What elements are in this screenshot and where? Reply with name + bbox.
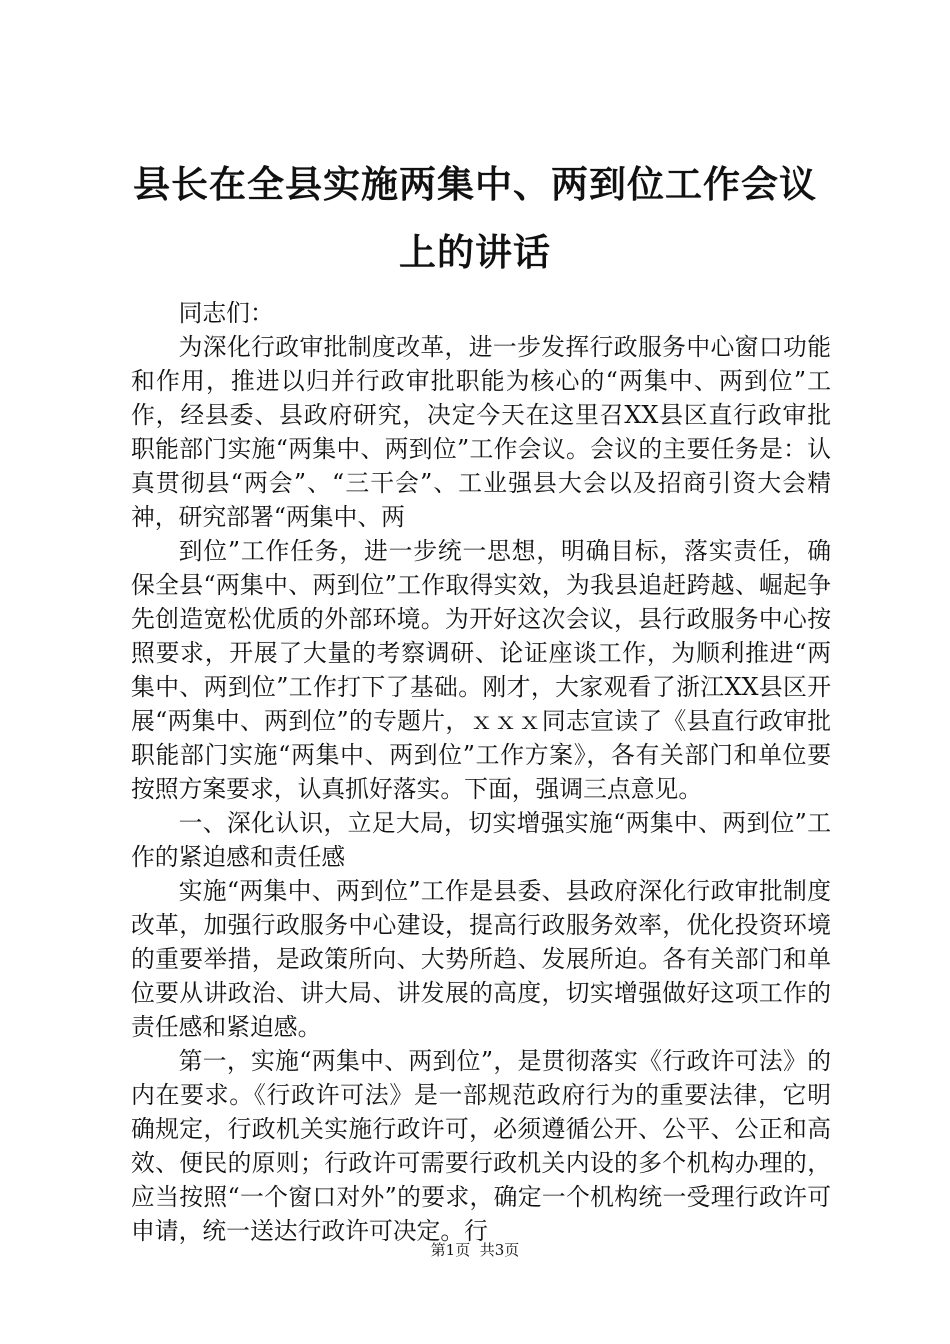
page-number: 第1页 <box>430 1241 471 1259</box>
page-footer <box>0 1240 950 1260</box>
footer-spacer <box>470 1241 480 1259</box>
intro-paragraph: 为深化行政审批制度改革，进一步发挥行政服务中心窗口功能和作用，推进以归并行政审批职能为核心的“两集中、两到位”工作，经县委、县政府研究，决定今天在这里召XX县区直行政审批职能部门实施“两集中、两到位”工作会议。会议的主要任务是：认真贯彻县“两会”、“三干会”、工业强县大会以及招商引资大会精神，研究部署“两集中、两 <box>131 333 831 531</box>
meeting-background-paragraph: 到位”工作任务，进一步统一思想，明确目标，落实责任，确保全县“两集中、两到位”工作取得实效，为我县追赶跨越、崛起争先创造宽松优质的外部环境。为开好这次会议，县行政服务中心按照要求，开展了大量的考察调研、论证座谈工作，为顺利推进“两集中、两到位”工作打下了基础。刚才，大家观看了浙江XX县区开展“两集中、两到位”的专题片，ｘｘｘ同志宣读了《县直行政审批职能部门实施“两集中、两到位”工作方案》，各有关部门和单位要按照方案要求，认真抓好落实。下面，强调三点意见。 <box>131 537 831 803</box>
point-one-paragraph: 第一，实施“两集中、两到位”，是贯彻落实《行政许可法》的内在要求。《行政许可法》是一部规范政府行为的重要法律，它明确规定，行政机关实施行政许可，必须遵循公开、公平、公正和高效、便民的原则；行政许可需要行政机关内设的多个机构办理的，应当按照“一个窗口对外”的要求，确定一个机构统一受理行政许可申请，统一送达行政许可决定。行 <box>131 1047 831 1245</box>
section-one-paragraph: 实施“两集中、两到位”工作是县委、县政府深化行政审批制度改革，加强行政服务中心建设，提高行政服务效率，优化投资环境的重要举措，是政策所向、大势所趋、发展所迫。各有关部门和单位要从讲政治、讲大局、讲发展的高度，切实增强做好这项工作的责任感和紧迫感。 <box>131 877 831 1041</box>
page-total: 共3页 <box>479 1241 520 1259</box>
document-title: 县长在全县实施两集中、两到位工作会议上的讲话 <box>133 162 817 274</box>
salutation-paragraph: 同志们： <box>178 299 274 327</box>
section-one-heading: 一、深化认识，立足大局，切实增强实施“两集中、两到位”工作的紧迫感和责任感 <box>131 809 831 871</box>
document-body <box>131 296 831 1248</box>
